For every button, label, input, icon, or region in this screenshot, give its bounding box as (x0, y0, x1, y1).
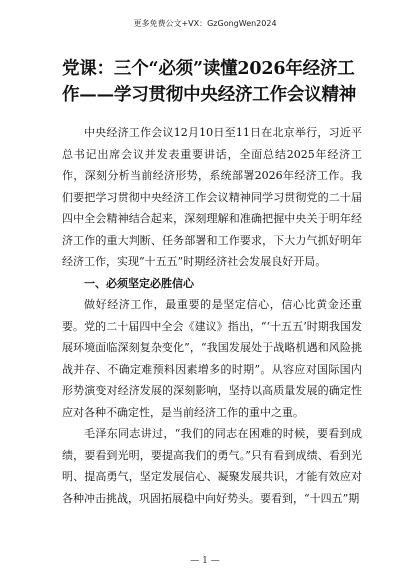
document-title: 党课：三个“必须”读懂2026年经济工作——学习贯彻中央经济工作会议精神 (62, 59, 357, 105)
page-number: — 1 — (190, 556, 220, 566)
header-note: 更多免费公文+VX：GzGongWen2024 (133, 19, 277, 28)
section-heading: 一、必须坚定必胜信心 (84, 276, 194, 290)
document-body (62, 122, 362, 509)
body-paragraph: 毛泽东同志讲过，“我们的同志在困难的时候，要看到成绩，要看到光明，要提高我们的勇气。”只有看到成绩、看到光明、提高勇气，坚定发展信心、凝聚发展共识，才能有效应对各种冲击挑战，巩固拓展稳中向好势头。要看到，“十四五”期 (62, 427, 362, 505)
intro-paragraph: 中央经济工作会议12月10日至11日在北京举行，习近平总书记出席会议并发表重要讲话，全面总结2025年经济工作，深刻分析当前经济形势，系统部署2026年经济工作。我们要把学习贯彻中央经济工作会议精神同学习贯彻党的二十届四中全会精神结合起来，深刻理解和准确把握中央关于明年经济工作的重大判断、任务部署和工作要求，下大力气抓好明年经济工作，实现“十五五”时期经济社会发展良好开局。 (62, 126, 362, 268)
body-paragraph: 做好经济工作，最重要的是坚定信心，信心比黄金还重要。党的二十届四中全会《建议》指出，“‘十五五’时期我国发展环境面临深刻复杂变化”，“我国发展处于战略机遇和风险挑战并存、不确定难预料因素增多的时期”。从容应对国际国内形势演变对经济发展的深刻影响，坚持以高质量发展的确定性应对各种不确定性，是当前经济工作的重中之重。 (62, 298, 362, 419)
